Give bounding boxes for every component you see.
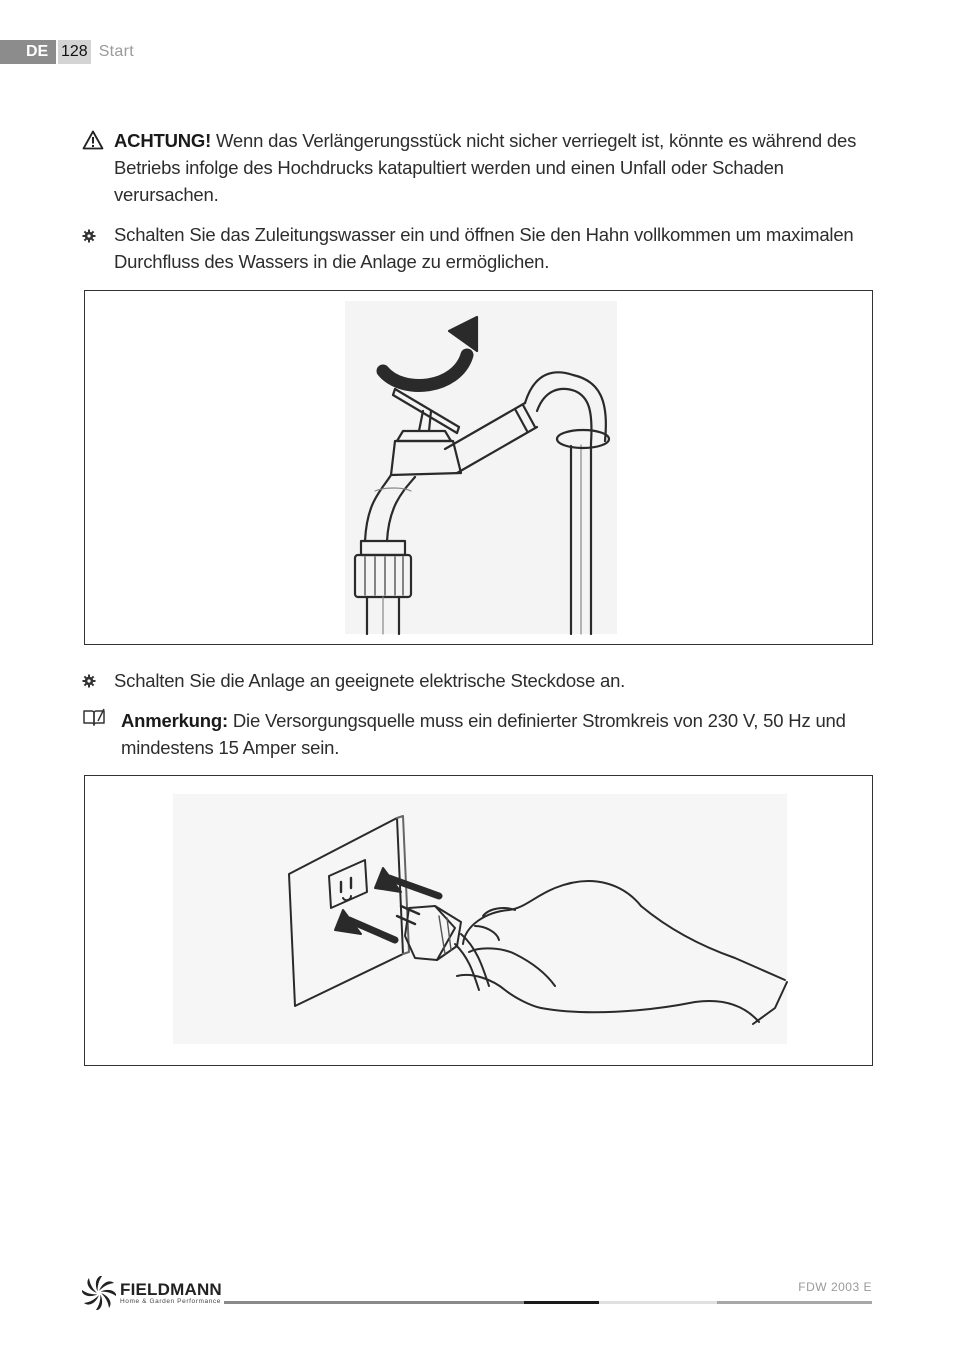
footer-rule-segment	[524, 1301, 599, 1304]
step2-paragraph: Schalten Sie die Anlage an geeignete elektrische Steckdose an.	[114, 670, 626, 691]
footer-rule-segment	[717, 1301, 872, 1304]
plug-illustration	[85, 776, 872, 1065]
gear-bullet-icon	[82, 229, 96, 243]
language-tab: DE	[0, 40, 56, 64]
brand-name: FIELDMANN	[120, 1279, 222, 1299]
warning-paragraph	[114, 127, 876, 208]
page-header	[0, 40, 134, 64]
warning-text: Wenn das Verlängerungsstück nicht sicher verriegelt ist, könnte es während des Betriebs infolge des Hochdrucks katapultiert werden und einen Unfall oder Schaden verursachen.	[114, 130, 857, 205]
warning-triangle-icon	[82, 130, 104, 150]
gear-bullet-icon	[82, 674, 96, 688]
note-text: Die Versorgungsquelle muss ein definierter Stromkreis von 230 V, 50 Hz und mindestens 15 Amper sein.	[121, 710, 846, 758]
note-paragraph	[121, 707, 879, 761]
footer-rule-segment	[599, 1301, 717, 1304]
note-label: Anmerkung:	[121, 710, 228, 731]
tap-figure	[84, 290, 873, 645]
tap-illustration	[85, 291, 872, 644]
fan-logo-icon	[82, 1276, 116, 1310]
warning-label: ACHTUNG!	[114, 130, 212, 151]
brand-tagline: Home & Garden Performance	[120, 1297, 221, 1305]
section-title: Start	[98, 43, 134, 60]
page-number: 128	[58, 40, 91, 64]
note-book-icon	[82, 707, 106, 727]
footer-rule-segment	[224, 1301, 524, 1304]
model-number: FDW 2003 E	[798, 1280, 872, 1294]
step1-paragraph: Schalten Sie das Zuleitungswasser ein und öffnen Sie den Hahn vollkommen um maximalen Durchfluss des Wassers in die Anlage zu ermöglichen.	[114, 224, 854, 272]
plug-figure	[84, 775, 873, 1066]
brand-logo	[82, 1276, 222, 1310]
